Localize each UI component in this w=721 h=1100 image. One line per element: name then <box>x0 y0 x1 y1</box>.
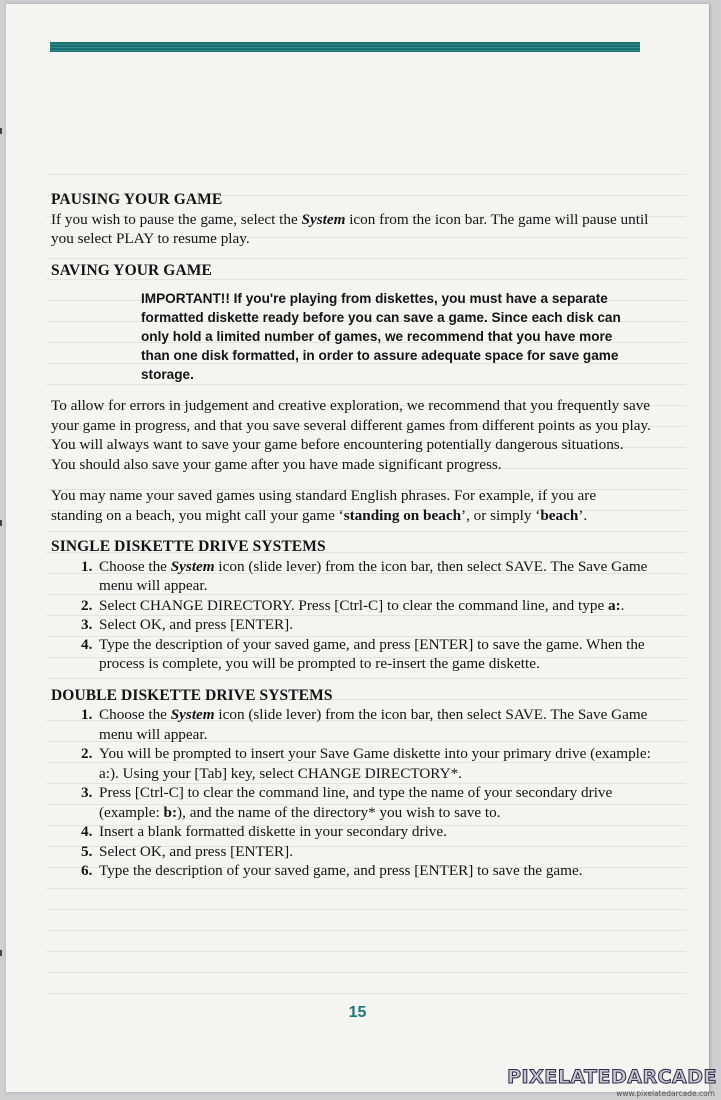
manual-page <box>6 4 709 1092</box>
header-rule <box>50 42 640 52</box>
important-notice: IMPORTANT!! If you're playing from diskettes, you must have a separate formatted diskette ready before you can save a game. Since each disk can only hold a limited number of games, we recommend that you have more than one disk formatted, in order to assure adequate space for save game storage. <box>141 291 621 382</box>
list-item: 3. Press [Ctrl-C] to clear the command line, and type the name of your secondary drive (example: b:), and the name of the directory* you wish to save to. <box>81 784 613 821</box>
single-drive-steps <box>51 557 651 674</box>
section-pausing <box>51 190 651 249</box>
section-single-drive <box>51 537 651 674</box>
list-item: 2. Select CHANGE DIRECTORY. Press [Ctrl-C] to clear the command line, and type a:. <box>81 596 625 614</box>
list-item: 4. Insert a blank formatted diskette in your secondary drive. <box>81 823 447 840</box>
pausing-text: If you wish to pause the game, select the System icon from the icon bar. The game will pause until you select PLAY to resume play. <box>51 210 649 247</box>
system-icon-name: System <box>301 210 346 228</box>
list-item: 1. Choose the System icon (slide lever) from the icon bar, then select SAVE. The Save Game menu will appear. <box>81 706 648 743</box>
heading-saving: SAVING YOUR GAME <box>51 261 212 279</box>
binding-mark <box>0 128 2 134</box>
watermark-logo: PIXELATEDARCADE <box>507 1066 717 1088</box>
page-content <box>51 190 651 893</box>
section-double-drive <box>51 686 651 881</box>
list-item: 3. Select OK, and press [ENTER]. <box>81 616 294 633</box>
list-item: 4. Type the description of your saved game, and press [ENTER] to save the game. When the process is complete, you will be prompted to re-insert the game diskette. <box>81 635 645 672</box>
saving-paragraph-1: To allow for errors in judgement and creative exploration, we recommend that you frequently save your game in progress, and that you save several different games from different points as you play. You will always want to save your game before encountering potentially dangerous situations. You should also save your game after you have made significant progress. <box>51 397 651 473</box>
page-number: 15 <box>348 1004 367 1021</box>
heading-double-drive: DOUBLE DISKETTE DRIVE SYSTEMS <box>51 686 333 704</box>
saving-paragraph-2: You may name your saved games using standard English phrases. For example, if you are standing on a beach, you might call your game ‘standing on beach’, or simply ‘beach’. <box>51 487 597 524</box>
heading-single-drive: SINGLE DISKETTE DRIVE SYSTEMS <box>51 538 326 555</box>
watermark-url: www.pixelatedarcade.com <box>616 1089 715 1098</box>
list-item: 2. You will be prompted to insert your Save Game diskette into your primary drive (example: a:). Using your [Tab] key, select CHANGE DIRECTORY*. <box>81 745 651 782</box>
list-item: 1. Choose the System icon (slide lever) from the icon bar, then select SAVE. The Save Game menu will appear. <box>81 557 648 594</box>
heading-pausing: PAUSING YOUR GAME <box>51 191 223 208</box>
section-saving <box>51 261 651 526</box>
binding-mark <box>0 520 2 526</box>
list-item: 6. Type the description of your saved game, and press [ENTER] to save the game. <box>81 862 583 879</box>
list-item: 5. Select OK, and press [ENTER]. <box>81 842 294 860</box>
double-drive-steps <box>51 705 651 881</box>
binding-mark <box>0 950 2 956</box>
